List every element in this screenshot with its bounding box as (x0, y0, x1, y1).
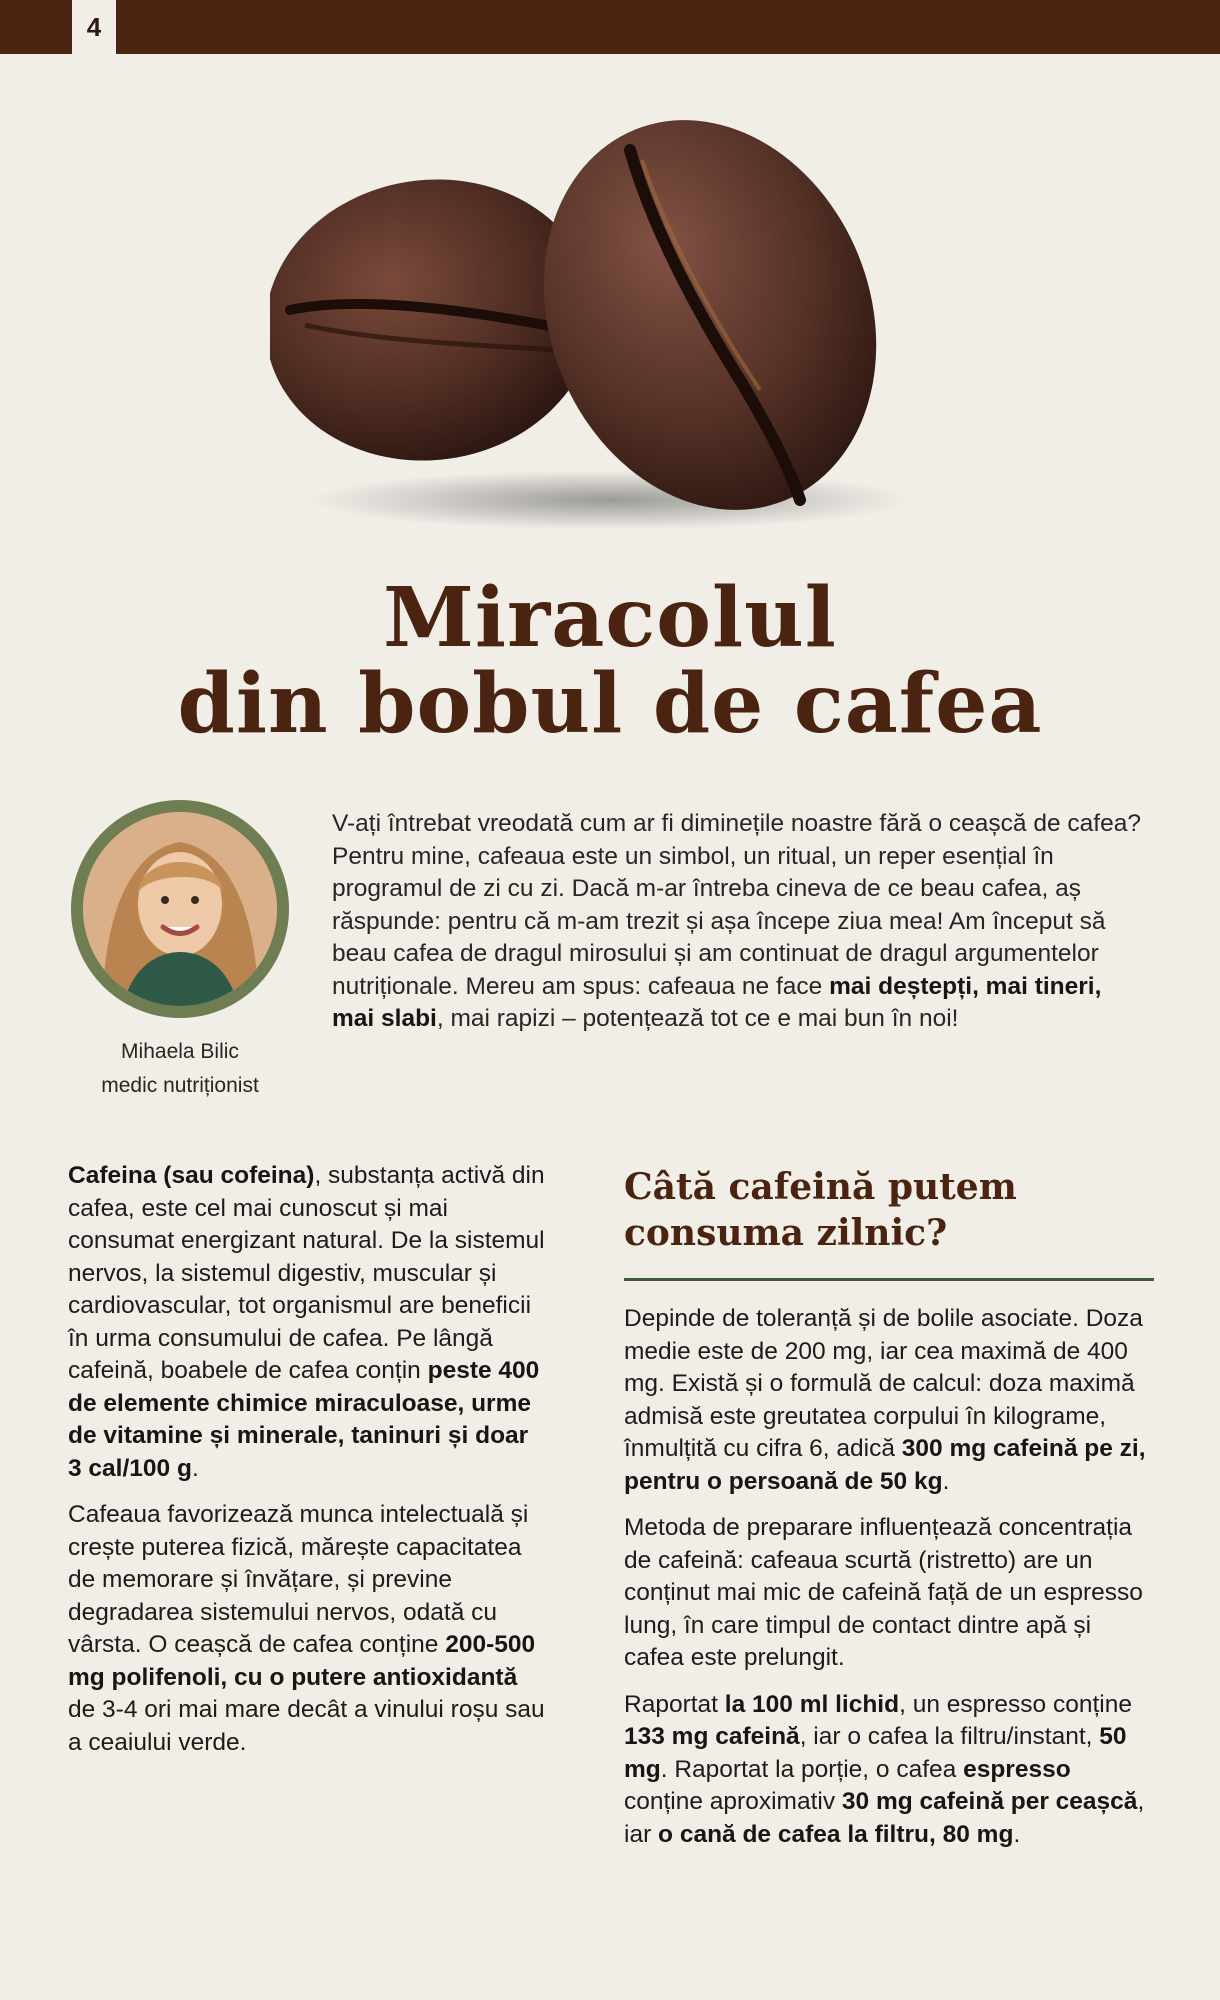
text: conține aproximativ (624, 1788, 842, 1815)
right-paragraph-1 (624, 1303, 1154, 1498)
section-heading (624, 1164, 1154, 1256)
page-number: 4 (72, 0, 116, 54)
title-line-2: din bobul de cafea (177, 656, 1043, 753)
bold: 30 mg cafeină per ceașcă (841, 1788, 1138, 1815)
right-column (624, 1164, 1154, 1865)
dose-highlight: 300 mg cafeină pe zi, pentru o persoană de 50 kg (624, 1435, 1146, 1495)
heading-line-2: consuma zilnic? (624, 1212, 948, 1254)
left-column (68, 1160, 548, 1773)
author-role: medic nutriționist (101, 1074, 259, 1097)
polyphenols-highlight: 200-500 mg polifenoli, cu o putere antioxidantă (68, 1631, 536, 1691)
heading-line-1: Câtă cafeină putem (624, 1166, 1017, 1208)
intro-bold: mai deștepți, mai tineri, mai slabi (332, 972, 1102, 1032)
header-bar (0, 0, 1220, 54)
text: de 3-4 ori mai mare decât a vinului roșu sau a ceaiului verde. (68, 1696, 545, 1756)
text: , un espresso conține (899, 1690, 1132, 1718)
bold: 133 mg cafeină (624, 1723, 800, 1750)
text: . (191, 1454, 199, 1482)
text: Depinde de toleranță și de bolile asociate. Doza medie este de 200 mg, iar cea maximă de 400 mg. Există și o formulă de calcul: doza maximă admisă este greutatea corpului în kilograme, înmulțită cu cifra 6, adică (624, 1305, 1143, 1462)
text: . (942, 1467, 950, 1495)
coffee-beans-image (270, 100, 950, 540)
bold: la 100 ml lichid (724, 1690, 900, 1718)
author-card (60, 800, 300, 1098)
left-paragraph-2 (68, 1499, 548, 1759)
text: Metoda de preparare influențează concentrația de cafeină: cafeaua scurtă (ristretto) are un conținut mai mic de cafeină față de un espresso lung, în care timpul de contact dintre apă și cafea este prelungit. (624, 1514, 1143, 1671)
right-paragraph-2 (624, 1512, 1154, 1675)
caffeine-term: Cafeina (sau cofeina) (68, 1162, 315, 1189)
bold: espresso (963, 1755, 1071, 1783)
text: , iar (624, 1788, 1145, 1848)
intro-text-end: , mai rapizi – potențează tot ce e mai bun în noi! (436, 1005, 959, 1032)
right-paragraph-3 (624, 1689, 1154, 1852)
text: Raportat (624, 1690, 725, 1718)
bold: o cană de cafea la filtru, 80 mg (658, 1820, 1014, 1848)
text: , iar o cafea la filtru/instant, (799, 1723, 1100, 1750)
chemical-elements-highlight: peste 400 de elemente chimice miraculoase, urme de vitamine și minerale, taninuri și doar 3 cal/100 g (68, 1357, 540, 1482)
author-name: Mihaela Bilic (121, 1040, 239, 1063)
title-line-1: Miracolul (383, 570, 837, 666)
intro-text: V-ați întrebat vreodată cum ar fi diminețile noastre fără o ceașcă de cafea? Pentru mine, cafeaua este un simbol, un ritual, un reper esențial în programul de zi cu zi. Dacă m-ar întreba cineva de ce beau cafea, aș răspunde: pentru că m-am trezit și așa începe ziua mea! Am început să beau cafea de dragul mirosului și am continuat de dragul argumentelor nutriționale. Mereu am spus: cafeaua ne face (332, 810, 1141, 1000)
article-title (60, 570, 1160, 753)
author-portrait-icon (83, 812, 277, 1006)
divider (624, 1278, 1154, 1281)
text: . Raportat la porție, o cafea (660, 1755, 964, 1783)
intro-paragraph (332, 808, 1142, 1036)
text: , substanța activă din cafea, este cel mai cunoscut și mai consumat energizant natural. De la sistemul nervos, la sistemul digestiv, muscular și cardiovascular, tot organismul are beneficii în urma consumului de cafea. Pe lângă cafeină, boabele de cafea conțin (68, 1162, 545, 1384)
avatar (71, 800, 289, 1018)
text: Cafeaua favorizează munca intelectuală și crește puterea fizică, mărește capacitatea de memorare și învățare, și previne degradarea sistemului nervos, odată cu vârsta. O ceașcă de cafea conține (68, 1501, 529, 1658)
text: . (1013, 1820, 1021, 1848)
bold: 50 mg (624, 1723, 1127, 1783)
left-paragraph-1 (68, 1160, 548, 1485)
